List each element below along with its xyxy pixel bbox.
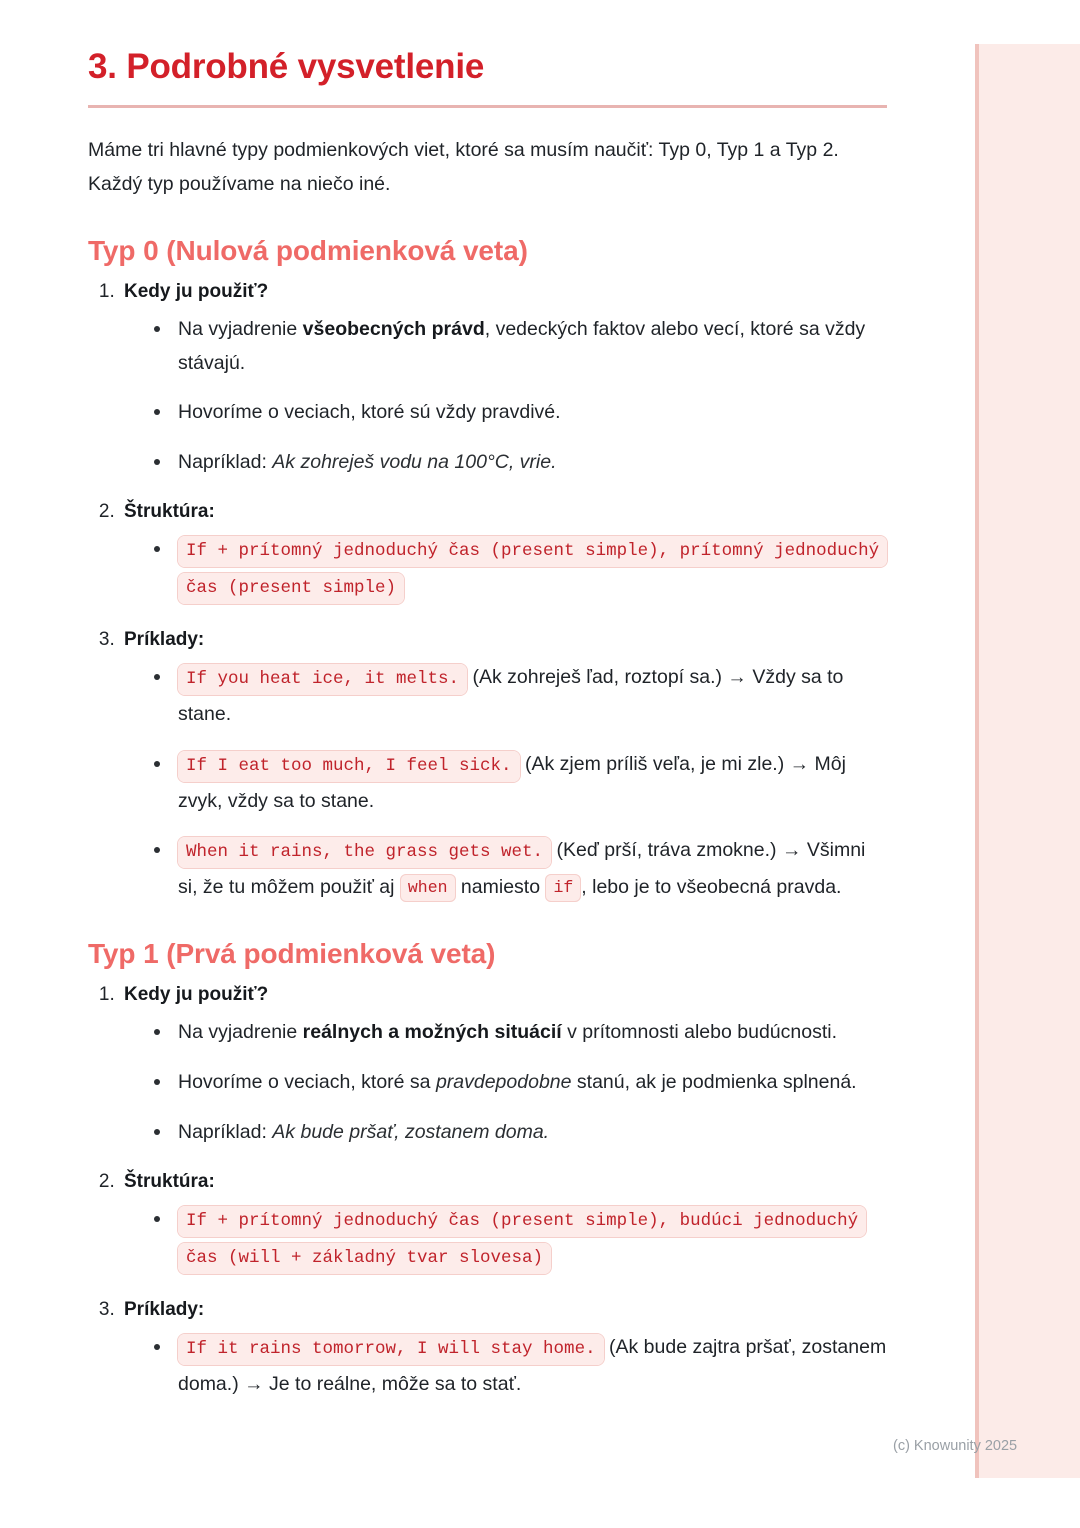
italic-text: pravdepodobne [435, 1070, 572, 1093]
decorative-side-strip [975, 44, 1080, 1478]
inline-code-chip: if [545, 874, 581, 902]
bullet-item [150, 396, 887, 430]
title-divider [88, 105, 887, 108]
section-heading: Typ 1 (Prvá podmienková veta) [88, 938, 496, 970]
code-snippet: If I eat too much, I feel sick. [178, 751, 520, 782]
bullet-list [124, 1331, 887, 1401]
code-snippet: If + prítomný jednoduchý čas (present simple), budúci jednoduchý čas (will + základný tvar slovesa) [178, 1206, 866, 1274]
text-run: Hovoríme o veciach, ktoré sa [178, 1070, 436, 1093]
text-run: , lebo je to všeobecná pravda. [581, 875, 842, 898]
text-run: Na vyjadrenie [178, 318, 303, 341]
step-label: Štruktúra: [124, 501, 215, 523]
text-run: , vedeckých faktov alebo vecí, ktoré sa vždy stávajú. [178, 318, 866, 374]
sections-container [88, 235, 887, 1401]
bullet-item [150, 661, 887, 731]
bullet-item [150, 1331, 887, 1401]
bullet-item [150, 748, 887, 818]
text-run: (Ak zjem príliš veľa, je mi zle.) → Môj zvyk, vždy sa to stane. [178, 752, 846, 812]
bullet-item [150, 446, 887, 480]
bullet-item [150, 834, 887, 904]
bullet-item [150, 1116, 887, 1150]
italic-text: Ak bude pršať, zostanem doma. [272, 1120, 550, 1143]
bullet-item [150, 313, 887, 380]
list-item [120, 984, 887, 1149]
bold-text: všeobecných právd [302, 318, 485, 341]
text-run: Napríklad: [178, 1120, 273, 1143]
bullet-item [150, 533, 887, 607]
numbered-step-list [88, 984, 887, 1401]
code-snippet: If you heat ice, it melts. [178, 664, 467, 695]
inline-code-chip: when [400, 874, 456, 902]
page-title: 3. Podrobné vysvetlenie [88, 47, 485, 86]
bullet-list [124, 1203, 887, 1277]
bold-text: reálnych a možných situácií [302, 1021, 562, 1044]
step-label: Príklady: [124, 1298, 205, 1320]
bullet-item [150, 1016, 887, 1050]
text-run: v prítomnosti alebo budúcnosti. [561, 1021, 837, 1044]
bullet-list [124, 1016, 887, 1149]
text-run: Na vyjadrenie [178, 1021, 303, 1044]
step-label: Kedy ju použiť? [124, 281, 269, 303]
list-item [120, 1299, 887, 1401]
text-run: (Keď prší, tráva zmokne.) → Všimni si, že tu môžem použiť aj [178, 839, 866, 898]
text-run: Napríklad: [178, 450, 273, 473]
numbered-step-list [88, 281, 887, 904]
text-run: (Ak bude zajtra pršať, zostanem doma.) → Je to reálne, môže sa to stať. [178, 1335, 887, 1395]
italic-text: Ak zohreješ vodu na 100°C, vrie. [272, 450, 557, 473]
step-label: Štruktúra: [124, 1171, 215, 1193]
text-run: (Ak zohreješ ľad, roztopí sa.) → Vždy sa to stane. [178, 666, 844, 726]
bullet-list [124, 661, 887, 904]
bullet-item [150, 1066, 887, 1100]
code-snippet: If + prítomný jednoduchý čas (present simple), prítomný jednoduchý čas (present simple) [178, 536, 887, 604]
list-item [120, 281, 887, 479]
step-label: Kedy ju použiť? [124, 984, 269, 1006]
bullet-list [124, 533, 887, 607]
list-item [120, 629, 887, 904]
text-run: stanú, ak je podmienka splnená. [571, 1070, 857, 1093]
watermark: (c) Knowunity 2025 [893, 1438, 1018, 1454]
code-snippet: If it rains tomorrow, I will stay home. [178, 1334, 604, 1365]
step-label: Príklady: [124, 629, 205, 651]
text-run: Hovoríme o veciach, ktoré sú vždy pravdivé. [178, 401, 561, 424]
list-item [120, 1171, 887, 1277]
list-item [120, 501, 887, 607]
intro-paragraph: Máme tri hlavné typy podmienkových viet, ktoré sa musím naučiť: Typ 0, Typ 1 a Typ 2. Každý typ používame na niečo iné. [88, 139, 839, 195]
code-snippet: When it rains, the grass gets wet. [178, 837, 551, 868]
bullet-item [150, 1203, 887, 1277]
bullet-list [124, 313, 887, 479]
text-run: namiesto [455, 875, 546, 898]
section-heading: Typ 0 (Nulová podmienková veta) [88, 235, 528, 267]
